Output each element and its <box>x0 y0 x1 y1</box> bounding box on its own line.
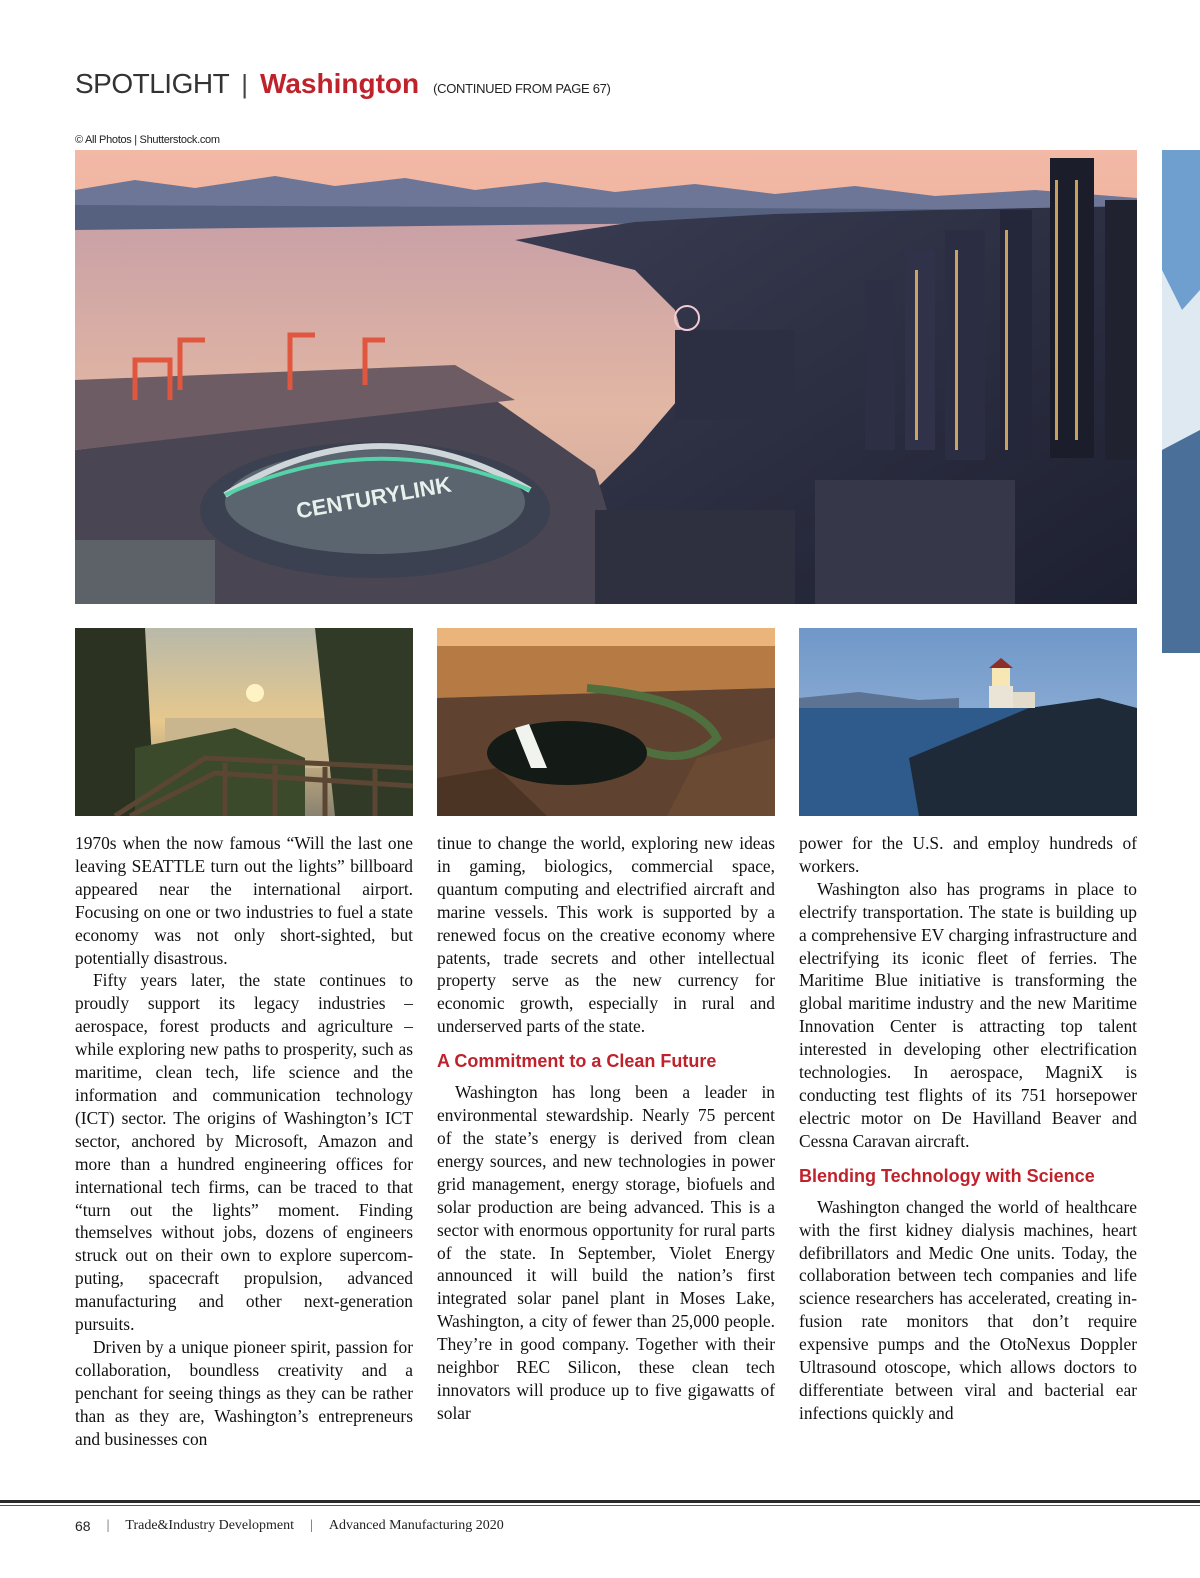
page-number: 68 <box>75 1518 91 1534</box>
forest-sunset-photo <box>75 628 413 816</box>
header-separator: | <box>241 69 248 99</box>
subheading-clean-future: A Commitment to a Clean Future <box>437 1051 717 1072</box>
footer-separator: | <box>106 1518 110 1533</box>
footer-rule <box>0 1500 1200 1503</box>
mountain-strip-illustration <box>1162 150 1200 653</box>
state-title: Washington <box>259 68 420 99</box>
paragraph: Washington changed the world of healthcare with the first kidney dialysis machines, heart defibrillators and Medic One units. Today, the collaboration between tech companies and life science researchers has accelerated, creating infusion rate monitors that don’t require expensive pumps and the OtoNexus Doppler Ultrasound otoscope, which allows doctors to differentiate between viral and bacterial ear infections quickly and <box>799 1196 1137 1423</box>
continued-note: (CONTINUED FROM PAGE 67) <box>433 81 611 96</box>
paragraph: 1970s when the now famous “Will the last one leaving SEATTLE turn out the lights” billboard appeared near the international airport. Focusing on one or two industries to fuel a state economy was not only short-sighted, but potentially disastrous. <box>75 833 413 968</box>
paragraph: Washington also has programs in place to electrify transportation. The state is building up a comprehensive EV charging infrastructure and electrifying its iconic fleet of ferries. The Maritime Blue initiative is transforming the global maritime industry and the new Maritime Innovation Center is attracting top talent interested in developing other electrification technologies. In aerospace, MagniX is conducting test flights of its 751 horsepower electric motor on De Havilland Beaver and Cessna Caravan aircraft. <box>799 878 1137 1151</box>
canyon-waterfall-illustration <box>437 628 775 816</box>
lighthouse-photo <box>799 628 1137 816</box>
article-column-2 <box>437 832 775 1425</box>
canyon-waterfall-photo <box>437 628 775 816</box>
seattle-skyline-illustration <box>75 150 1137 604</box>
footer-rule-thin <box>0 1505 1200 1506</box>
page-header <box>75 68 611 108</box>
forest-sunset-illustration <box>75 628 413 816</box>
seattle-skyline-photo <box>75 150 1137 604</box>
publication-name: Trade&Industry Development <box>125 1518 295 1533</box>
paragraph: Driven by a unique pioneer spirit, passion for collaboration, boundless creativity and a penchant for seeing things as they can be rather than as they are, Washington’s entrepreneurs and businesses con <box>75 1336 413 1449</box>
photo-credit: © All Photos | Shutterstock.com <box>75 134 220 146</box>
section-label: SPOTLIGHT <box>75 68 230 99</box>
article-column-1 <box>75 832 413 1450</box>
paragraph: tinue to change the world, exploring new ideas in gaming, biologics, commercial space, quantum computing and electrified aircraft and marine vessels. This work is supported by a renewed focus on the creative economy where patents, trade secrets and other intellectual property serve as the new currency for economic growth, especially in rural and underserved parts of the state. <box>437 833 775 1037</box>
paragraph: Fifty years later, the state continues to proudly support its legacy industries – aerospace, forest products and agriculture – while exploring new paths to prosperity, such as maritime, clean tech, life science and the information and communication technology (ICT) sector. The origins of Washington’s ICT sector, anchored by Microsoft, Amazon and more than a hundred engineering offices for international tech firms, can be traced to that “turn out the lights” moment. Finding themselves without jobs, dozens of engineers struck out on their own to explore supercomputing, spacecraft propulsion, advanced manufacturing and other next-generation pursuits. <box>75 970 413 1335</box>
footer-separator: | <box>310 1518 313 1533</box>
mountain-strip-photo <box>1162 150 1200 653</box>
issue-name: Advanced Manufacturing 2020 <box>328 1518 504 1533</box>
paragraph: Washington has long been a leader in environmental stewardship. Nearly 75 percent of the state’s energy is derived from clean energy sources, and new technologies in power grid management, energy storage, biofuels and solar production are being advanced. This is a sector with enormous opportunity for rural parts of the state. In September, Violet Energy announced it will build the nation’s first integrated solar panel plant in Moses Lake, Washington, a city of fewer than 25,000 people. They’re in good company. Together with their neighbor REC Silicon, these clean tech innovators will produce up to five gigawatts of solar <box>437 1082 775 1423</box>
paragraph: power for the U.S. and employ hundreds of workers. <box>799 833 1137 876</box>
lighthouse-illustration <box>799 628 1137 816</box>
subheading-technology-science: Blending Technology with Science <box>799 1165 1095 1186</box>
page-footer <box>75 1518 504 1534</box>
stadium-sign: CENTURYLINK <box>294 471 454 524</box>
article-column-3 <box>799 832 1137 1425</box>
